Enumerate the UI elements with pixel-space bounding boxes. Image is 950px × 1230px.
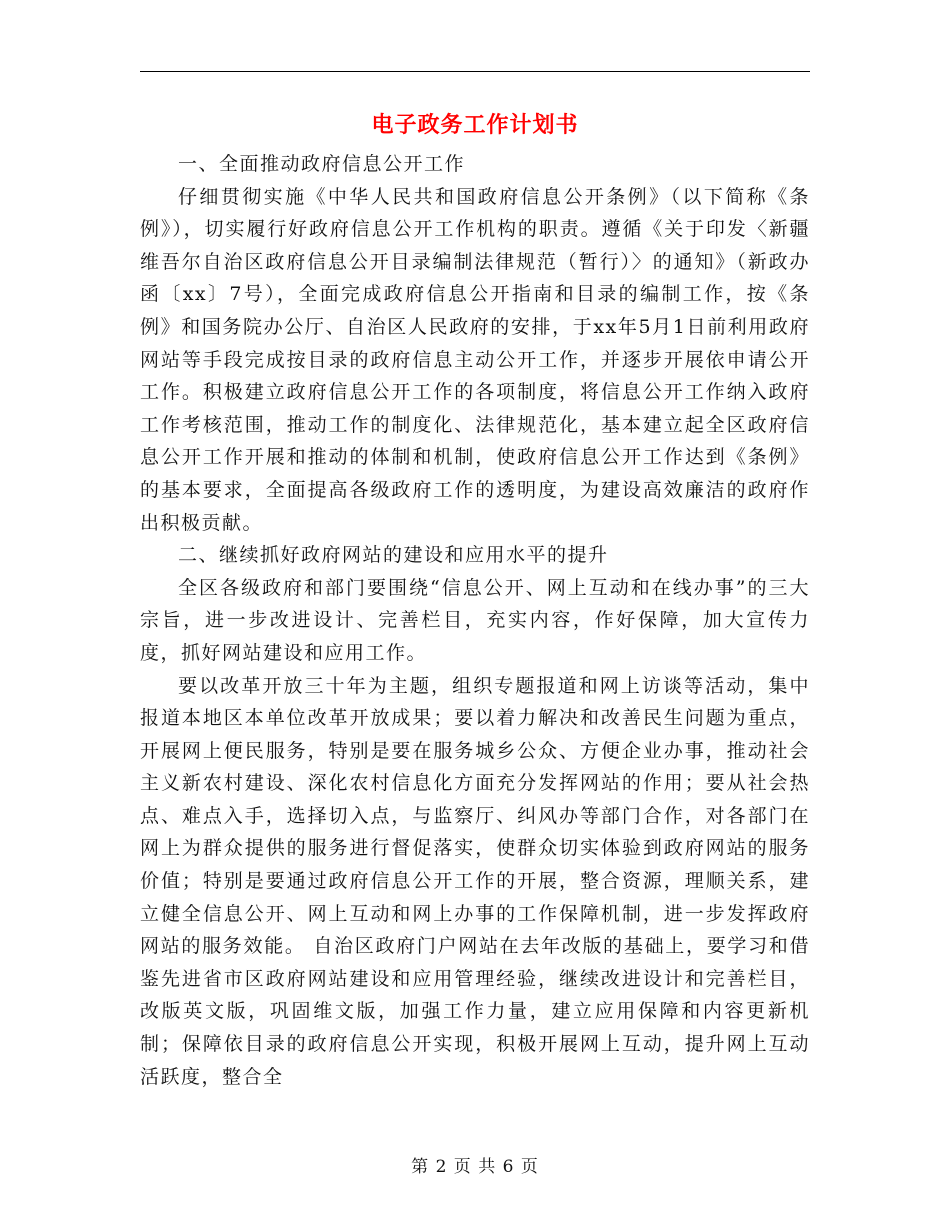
paragraph-2: 全区各级政府和部门要围绕“信息公开、网上互动和在线办事”的三大宗旨，进一步改进设计、完善栏目，充实内容，作好保障，加大宣传力度，抓好网站建设和应用工作。 — [140, 576, 810, 664]
page-label: 第 2 页 共 6 页 — [411, 1157, 539, 1177]
paragraph-3: 要以改革开放三十年为主题，组织专题报道和网上访谈等活动，集中报道本地区本单位改革开放成果；要以着力解决和改善民生问题为重点，开展网上便民服务，特别是要在服务城乡公众、方便企业办事，推动社会主义新农村建设、深化农村信息化方面充分发挥网站的作用；要从社会热点、难点入手，选择切入点，与监察厅、纠风办等部门合作，对各部门在网上为群众提供的服务进行督促落实，使群众切实体验到政府网站的服务价值；特别是要通过政府信息公开工作的开展，整合资源，理顺关系，建立健全信息公开、网上互动和网上办事的工作保障机制，进一步发挥政府网站的服务效能。 自治区政府门户网站在去年改版的基础上，要学习和借鉴先进省市区政府网站建设和应用管理经验，继续改进设计和完善栏目，改版英文版，巩固维文版，加强工作力量，建立应用保障和内容更新机制；保障依目录的政府信息公开实现，积极开展网上互动，提升网上互动活跃度，整合全 — [140, 674, 810, 1088]
document-title: 电子政务工作计划书 — [371, 112, 579, 138]
section-heading-1: 一、全面推动政府信息公开工作 — [178, 153, 466, 175]
page-number-footer — [140, 1152, 810, 1177]
paragraph-1: 仔细贯彻实施《中华人民共和国政府信息公开条例》（以下简称《条例》），切实履行好政府信息公开工作机构的职责。遵循《关于印发〈新疆维吾尔自治区政府信息公开目录编制法律规范（暂行）〉的通知》（新政办函〔xx〕7号），全面完成政府信息公开指南和目录的编制工作，按《条例》和国务院办公厅、自治区人民政府的安排，于xx年5月1日前利用政府网站等手段完成按目录的政府信息主动公开工作，并逐步开展依申请公开工作。积极建立政府信息公开工作的各项制度，将信息公开工作纳入政府工作考核范围，推动工作的制度化、法律规范化，基本建立起全区政府信息公开工作开展和推动的体制和机制，使政府信息公开工作达到《条例》的基本要求，全面提高各级政府工作的透明度，为建设高效廉洁的政府作出积极贡献。 — [140, 185, 810, 534]
section-heading-2: 二、继续抓好政府网站的建设和应用水平的提升 — [178, 544, 609, 567]
document-body — [140, 148, 810, 1093]
header-rule — [140, 71, 810, 72]
